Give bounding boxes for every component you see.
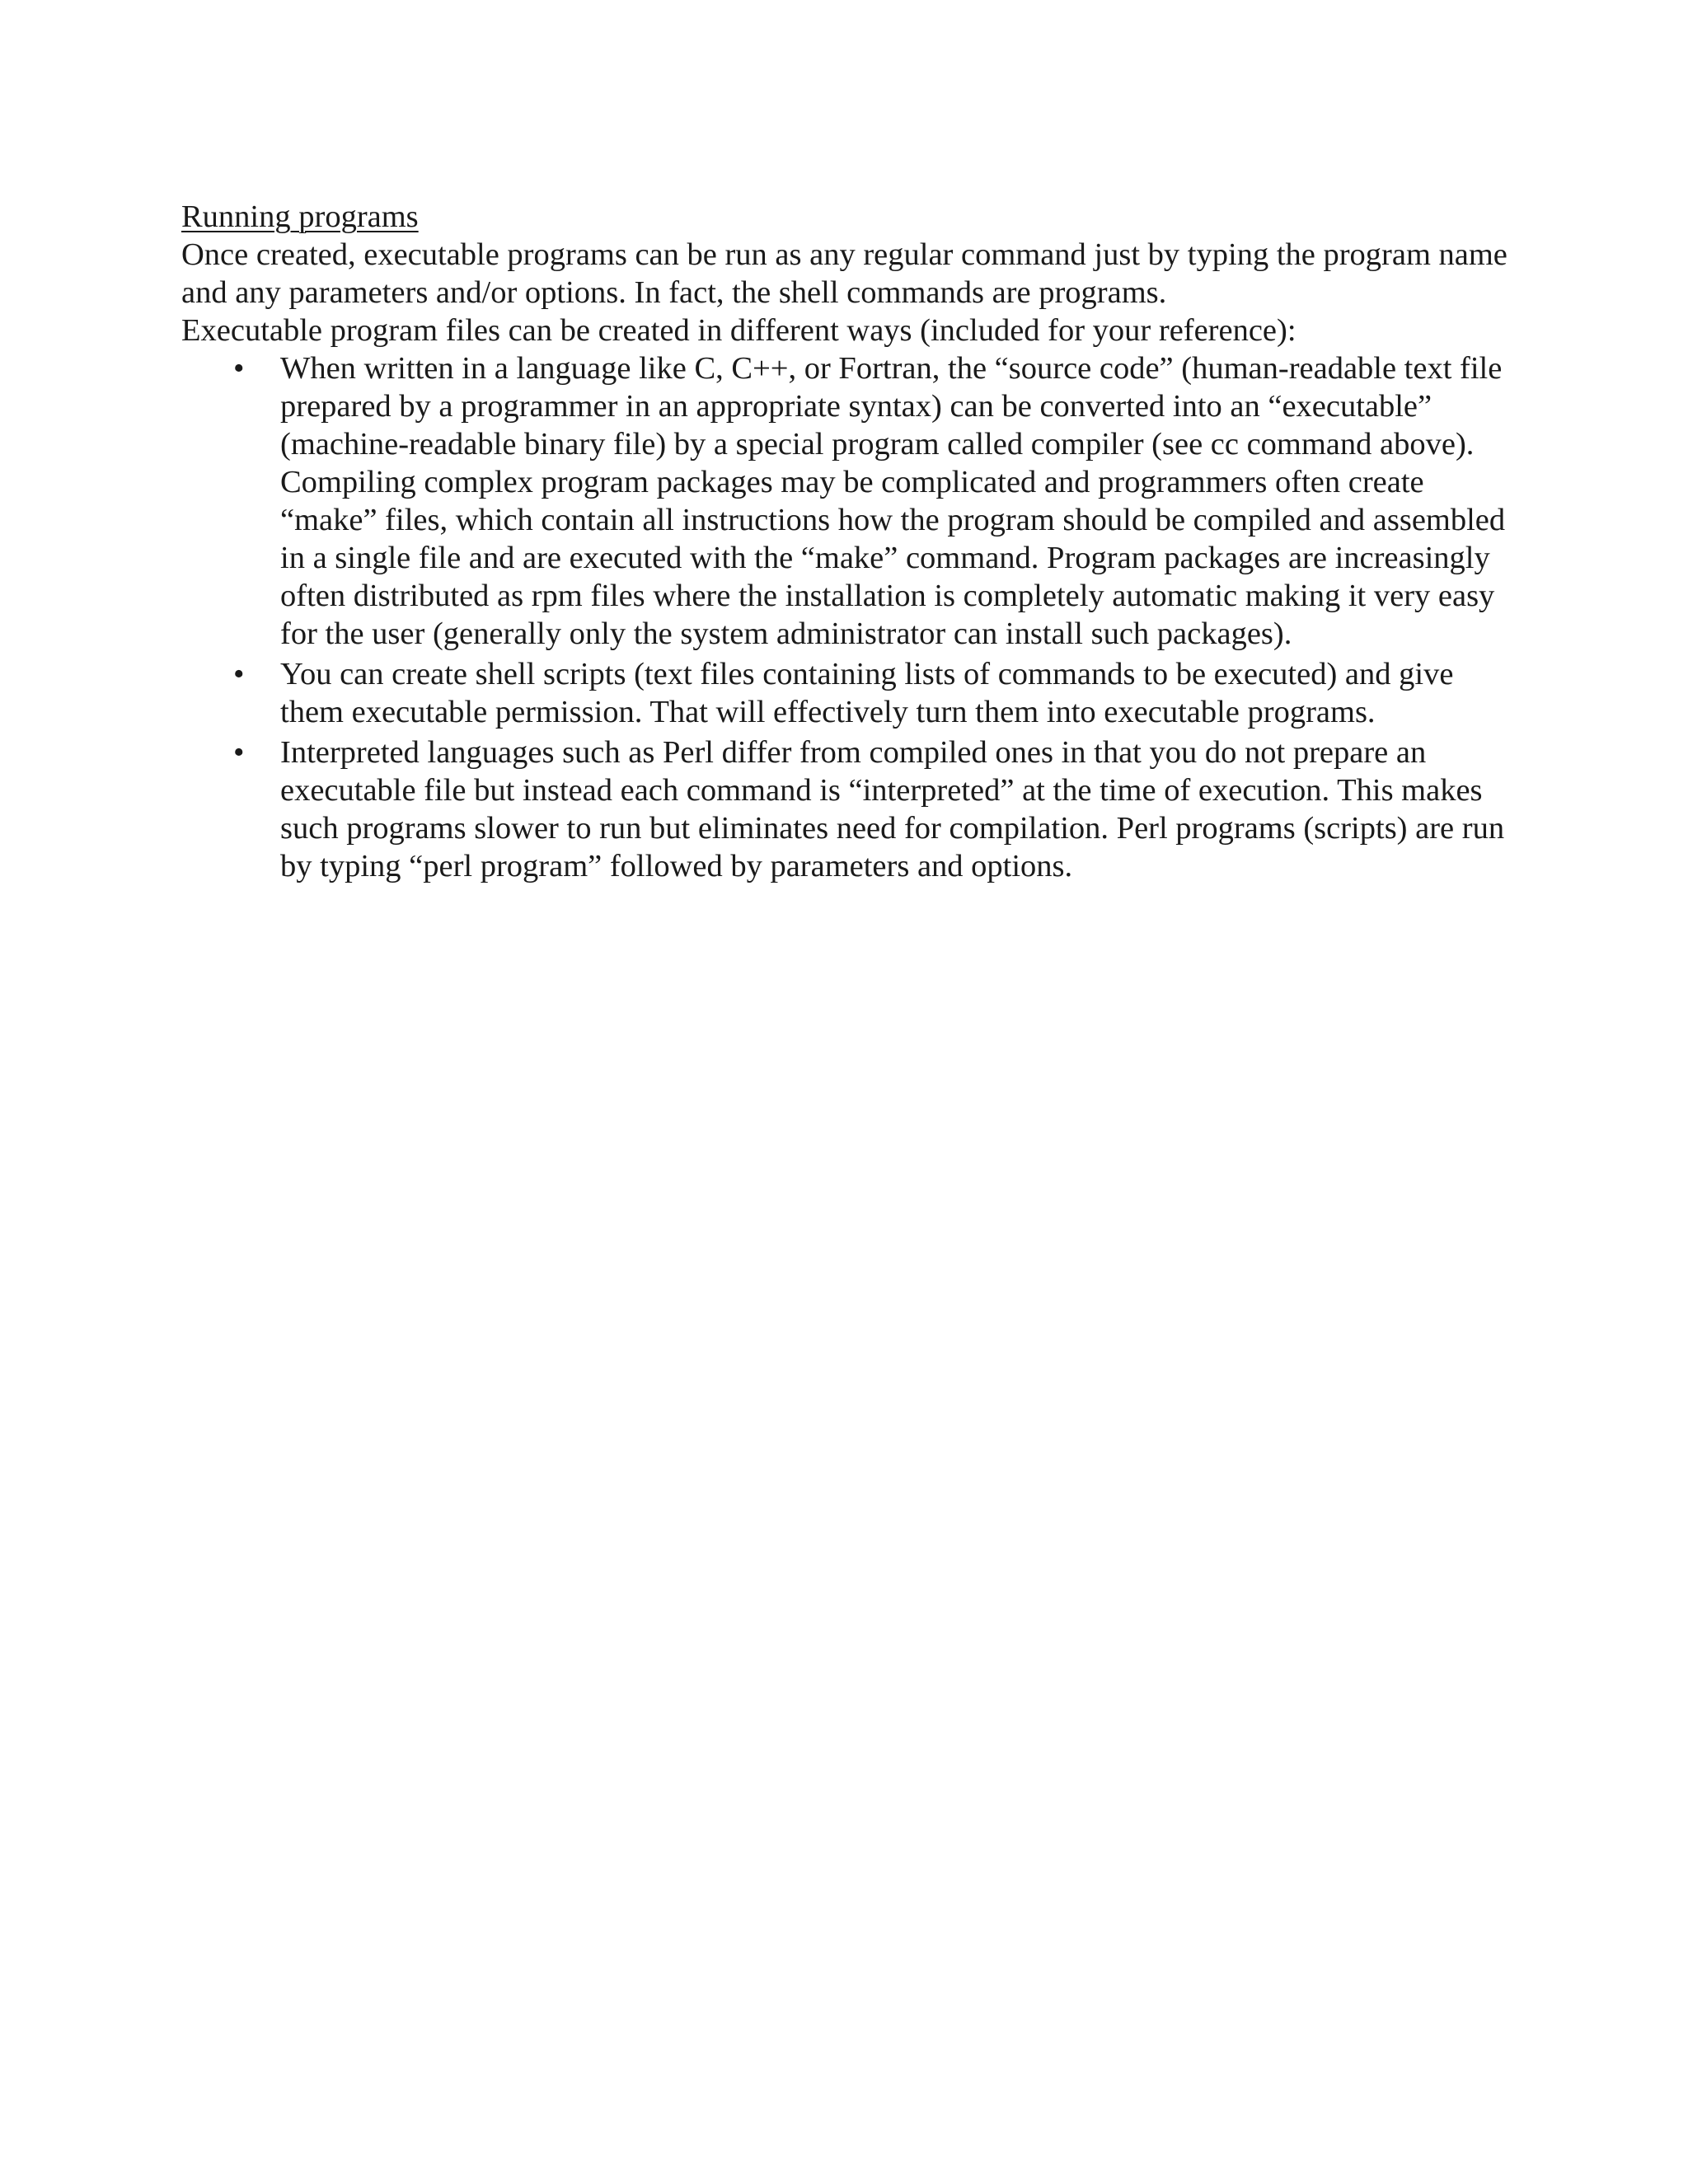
bullet-item-compiled (181, 349, 1517, 653)
bullet-item-shell-scripts (181, 655, 1517, 731)
bullet-list (181, 349, 1517, 885)
methods-intro-paragraph: Executable program files can be created in different ways (included for your reference): (181, 313, 1296, 348)
bullet-text: Interpreted languages such as Perl differ from compiled ones in that you do not prepare an executable file but instead each command is “interpreted” at the time of execution. This makes such programs slower to run but eliminates need for compilation. Perl programs (scripts) are run by typing “perl program” followed by parameters and options. (280, 735, 1505, 883)
bullet-icon: • (233, 351, 245, 386)
bullet-item-interpreted (181, 733, 1517, 885)
bullet-icon: • (233, 735, 245, 770)
intro-paragraph: Once created, executable programs can be run as any regular command just by typing the program name and any parameters and/or options. In fact, the shell commands are programs. (181, 237, 1507, 310)
bullet-text: You can create shell scripts (text files containing lists of commands to be executed) and give them executable permission. That will effectively turn them into executable programs. (280, 657, 1454, 729)
bullet-text: When written in a language like C, C++, or Fortran, the “source code” (human-readable text file prepared by a programmer in an appropriate syntax) can be converted into an “executable” (machine-readable binary file) by a special program called compiler (see cc command above). Compiling complex program packages may be complicated and programmers often create “make” files, which contain all instructions how the program should be compiled and assembled in a single file and are executed with the “make” command. Program packages are increasingly often distributed as rpm files where the installation is completely automatic making it very easy for the user (generally only the system administrator can install such packages). (280, 351, 1506, 651)
bullet-icon: • (233, 657, 245, 691)
section-heading: Running programs (181, 199, 419, 234)
document-body (181, 198, 1517, 885)
